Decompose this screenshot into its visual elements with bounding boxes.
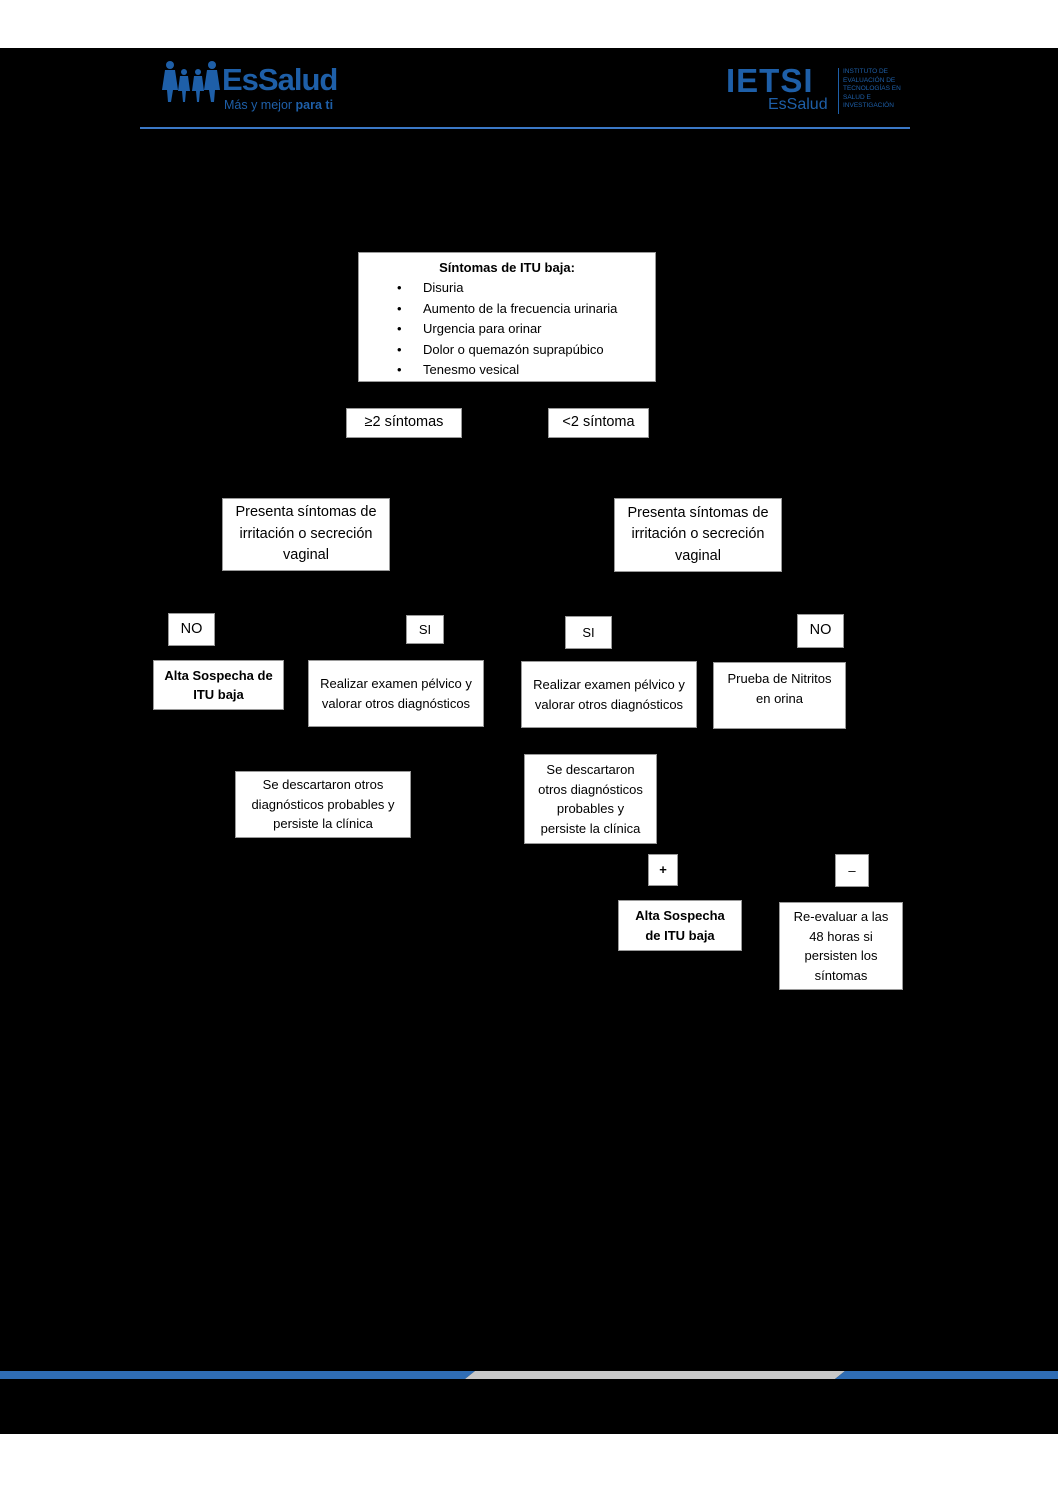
symptom-item [359, 299, 655, 320]
essalud-wordmark: EsSalud [222, 62, 338, 97]
symptom-item [359, 360, 655, 381]
right-no-action-box: Prueba de Nitritos en orina [713, 662, 846, 729]
symptoms-list [359, 278, 655, 381]
branch-ge2-label: ≥2 síntomas [346, 408, 462, 438]
left-si-followup-box: Se descartaron otros diagnósticos probables y persiste la clínica [235, 771, 411, 838]
essalud-tagline [224, 98, 333, 112]
bullet-icon: • [397, 321, 402, 336]
negative-result-box: Re-evaluar a las 48 horas si persisten los síntomas [779, 902, 903, 990]
right-si-action-box: Realizar examen pélvico y valorar otros diagnósticos [521, 661, 697, 728]
bullet-icon: • [397, 362, 402, 377]
ietsi-wordmark: IETSI [726, 62, 814, 99]
left-no-result-box: Alta Sospecha de ITU baja [153, 660, 284, 710]
symptom-item [359, 340, 655, 361]
bullet-icon: • [397, 300, 402, 316]
ietsi-logo [726, 64, 911, 120]
family-icon [162, 60, 220, 102]
header-rule [140, 127, 910, 129]
nitrite-positive-label: + [648, 854, 678, 886]
footer-stripe [0, 1371, 1058, 1379]
left-si-label: SI [406, 615, 444, 644]
tagline-part: Más y mejor [224, 98, 296, 112]
right-si-followup-box: Se descartaron otros diagnósticos probables y persiste la clínica [524, 754, 657, 844]
tagline-emphasis: para ti [295, 98, 334, 112]
symptom-item [359, 319, 655, 340]
ietsi-line: SALUD E [843, 93, 871, 101]
ietsi-line: TECNOLOGÍAS EN [843, 85, 901, 92]
symptom-text: Tenesmo vesical [423, 362, 520, 377]
bullet-icon: • [397, 341, 402, 357]
ietsi-fullname [843, 68, 901, 111]
right-si-label: SI [565, 616, 612, 649]
essalud-logo [162, 56, 342, 116]
ietsi-divider [838, 68, 839, 114]
symptom-text: Aumento de la frecuencia urinaria [423, 300, 618, 316]
page-background [0, 48, 1058, 1434]
ietsi-line: INVESTIGACIÓN [843, 102, 894, 109]
bullet-icon: • [397, 280, 402, 295]
ietsi-line: INSTITUTO DE [843, 68, 889, 75]
ietsi-line: EVALUACIÓN DE [843, 76, 896, 84]
left-si-action-box: Realizar examen pélvico y valorar otros diagnósticos [308, 660, 484, 727]
symptoms-title: Síntomas de ITU baja: [439, 260, 575, 275]
right-no-label: NO [797, 614, 844, 648]
left-question-box: Presenta síntomas de irritación o secreción vaginal [222, 498, 390, 571]
symptom-text: Disuria [423, 280, 464, 295]
symptom-text: Dolor o quemazón suprapúbico [423, 341, 604, 357]
symptom-item [359, 278, 655, 299]
ietsi-org: EsSalud [768, 96, 828, 113]
branch-lt2-label: <2 síntoma [548, 408, 649, 438]
symptoms-box [358, 252, 656, 382]
symptom-text: Urgencia para orinar [423, 321, 542, 336]
right-question-box: Presenta síntomas de irritación o secreción vaginal [614, 498, 782, 572]
left-no-label: NO [168, 613, 215, 646]
positive-result-box: Alta Sospecha de ITU baja [618, 900, 742, 951]
nitrite-negative-label: – [835, 854, 869, 887]
